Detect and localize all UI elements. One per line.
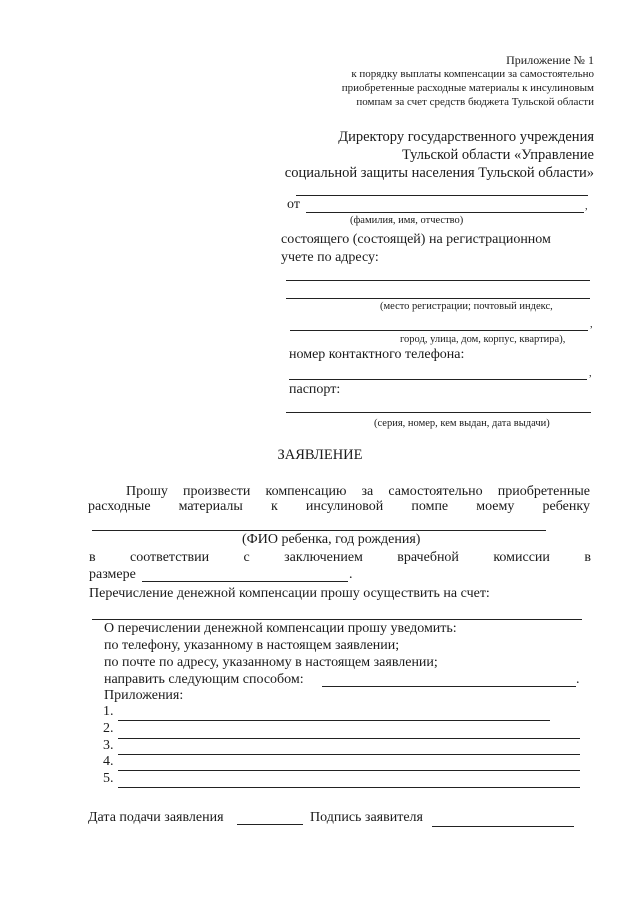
passport-line[interactable] xyxy=(286,412,591,413)
word: соответствии xyxy=(130,550,210,565)
word: врачебной xyxy=(397,550,459,565)
name-hint: (фамилия, имя, отчество) xyxy=(350,215,464,226)
addressee-line: социальной защиты населения Тульской области» xyxy=(284,165,594,181)
passport-label: паспорт: xyxy=(289,382,341,397)
phone-label: номер контактного телефона: xyxy=(289,347,465,362)
signature-line[interactable] xyxy=(432,826,574,827)
child-name-line[interactable] xyxy=(92,530,546,531)
transfer-label: Перечисление денежной компенсации прошу осуществить на счет: xyxy=(89,586,490,601)
account-line[interactable] xyxy=(92,619,582,620)
addressee-line: Тульской области «Управление xyxy=(401,147,594,163)
word: комиссии xyxy=(493,550,550,565)
period: . xyxy=(576,672,580,687)
appendix-line: к порядку выплаты компенсации за самостоятельно xyxy=(351,68,594,80)
word: расходные xyxy=(88,499,151,514)
address-line-2[interactable] xyxy=(286,298,590,299)
statement-p1-line2 xyxy=(88,499,590,515)
address-line-3[interactable] xyxy=(290,330,588,331)
addressee-blank-line[interactable] xyxy=(296,195,588,196)
word: заключением xyxy=(284,550,363,565)
attachment-line-2[interactable] xyxy=(118,738,580,739)
address-hint-1: (место регистрации; почтовый индекс, xyxy=(380,301,553,312)
word: в xyxy=(584,550,591,565)
registered-line1: состоящего (состоящей) на регистрационном xyxy=(281,232,551,247)
passport-hint: (серия, номер, кем выдан, дата выдачи) xyxy=(374,418,550,429)
child-hint: (ФИО ребенка, год рождения) xyxy=(242,532,421,547)
appendix-title: Приложение № 1 xyxy=(506,53,594,67)
addressee-line: Директору государственного учреждения xyxy=(338,129,594,145)
appendix-line: помпам за счет средств бюджета Тульской области xyxy=(356,96,594,108)
word: к xyxy=(270,499,278,514)
notify-other-line[interactable] xyxy=(322,686,576,687)
notify-mail: по почте по адресу, указанному в настоящем заявлении; xyxy=(104,655,438,670)
address-hint-2: город, улица, дом, корпус, квартира), xyxy=(400,334,566,345)
attachment-number: 2. xyxy=(103,721,114,736)
appendix-line: приобретенные расходные материалы к инсулиновым xyxy=(341,82,594,94)
word: инсулиновой xyxy=(305,499,384,514)
word: материалы xyxy=(178,499,243,514)
amount-label: размере xyxy=(89,567,136,582)
period: . xyxy=(349,567,353,582)
word: моему xyxy=(476,499,515,514)
word: в xyxy=(89,550,96,565)
comma: , xyxy=(585,201,588,212)
date-line[interactable] xyxy=(237,824,303,825)
word: помпе xyxy=(411,499,449,514)
phone-line[interactable] xyxy=(289,379,587,380)
address-line-1[interactable] xyxy=(286,280,590,281)
statement-p1-line1: Прошу произвести компенсацию за самостоятельно приобретенные xyxy=(126,484,590,499)
notify-phone: по телефону, указанному в настоящем заявлении; xyxy=(104,638,400,653)
registered-line2: учете по адресу: xyxy=(281,250,379,265)
applicant-name-line[interactable] xyxy=(306,212,584,213)
amount-line[interactable] xyxy=(142,581,348,582)
attachment-number: 4. xyxy=(103,754,114,769)
statement-p2-line1 xyxy=(89,550,591,566)
notify-other: направить следующим способом: xyxy=(104,672,304,687)
comma: , xyxy=(590,319,593,330)
from-label: от xyxy=(287,197,300,212)
attachment-number: 3. xyxy=(103,738,114,753)
word: ребенку xyxy=(542,499,590,514)
notify-title: О перечислении денежной компенсации прошу уведомить: xyxy=(104,621,457,636)
comma: , xyxy=(589,368,592,379)
attachments-title: Приложения: xyxy=(104,688,184,703)
attachment-line-3[interactable] xyxy=(118,754,580,755)
appendix-block xyxy=(342,53,594,109)
attachment-number: 5. xyxy=(103,771,114,786)
addressee-block xyxy=(285,128,594,182)
attachment-line-4[interactable] xyxy=(118,770,580,771)
signature-label: Подпись заявителя xyxy=(310,810,423,825)
attachment-line-5[interactable] xyxy=(118,787,580,788)
statement-title: ЗАЯВЛЕНИЕ xyxy=(277,447,363,463)
word: с xyxy=(243,550,250,565)
attachment-number: 1. xyxy=(103,704,114,719)
date-label: Дата подачи заявления xyxy=(88,810,224,825)
attachment-line-1[interactable] xyxy=(118,720,550,721)
